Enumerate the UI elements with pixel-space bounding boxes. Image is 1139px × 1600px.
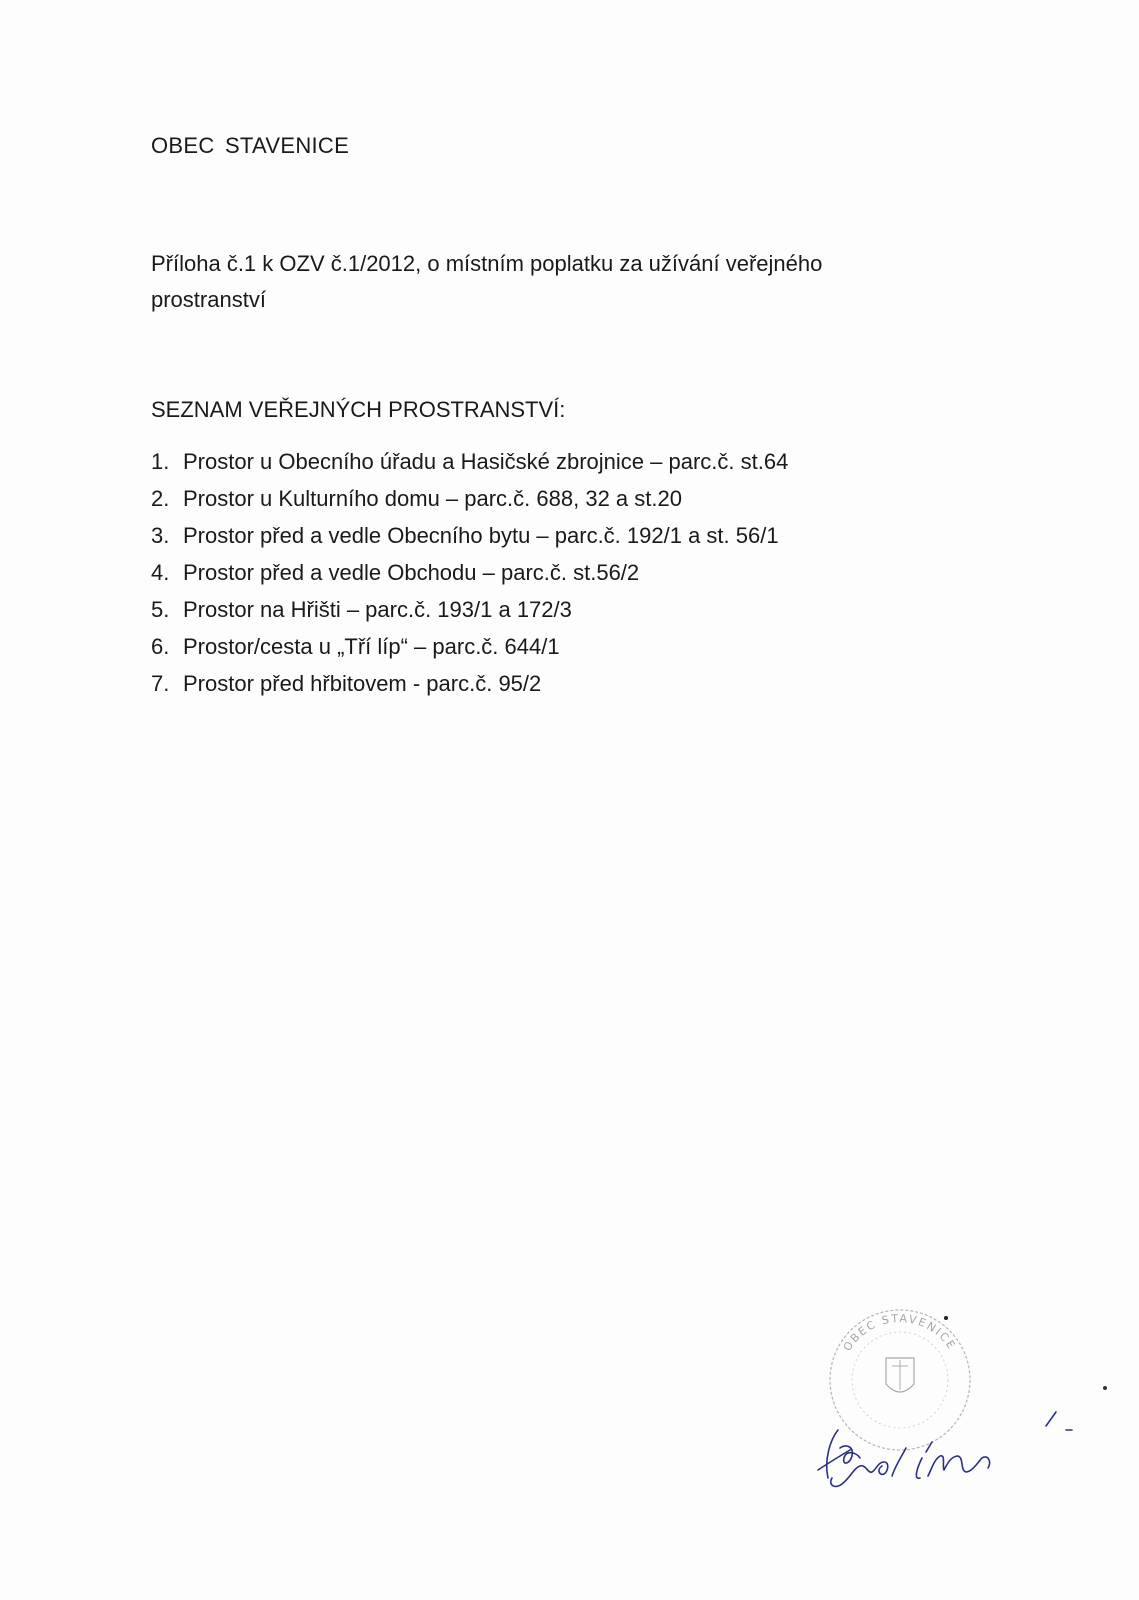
scan-speck — [1103, 1386, 1107, 1390]
handwritten-signature-icon — [810, 1400, 1090, 1510]
item-number: 5. — [151, 597, 170, 622]
list-item — [151, 595, 788, 632]
list-heading: SEZNAM VEŘEJNÝCH PROSTRANSTVÍ: — [151, 397, 566, 422]
list-item — [151, 558, 788, 595]
item-text: Prostor na Hřišti – parc.č. 193/1 a 172/3 — [183, 597, 572, 622]
item-text: Prostor u Kulturního domu – parc.č. 688, 32 a st.20 — [183, 486, 682, 511]
public-spaces-list — [151, 447, 788, 706]
list-item — [151, 669, 788, 706]
item-number: 6. — [151, 634, 170, 659]
item-number: 7. — [151, 671, 170, 696]
municipality-name: OBEC STAVENICE — [151, 133, 350, 158]
item-number: 4. — [151, 560, 170, 585]
item-number: 3. — [151, 523, 170, 548]
subject-line-2: prostranství — [151, 287, 266, 312]
item-text: Prostor u Obecního úřadu a Hasičské zbrojnice – parc.č. st.64 — [183, 449, 789, 474]
list-item — [151, 447, 788, 484]
item-number: 1. — [151, 449, 170, 474]
document-subject — [151, 246, 911, 318]
item-number: 2. — [151, 486, 170, 511]
list-item — [151, 484, 788, 521]
item-text: Prostor/cesta u „Tří líp“ – parc.č. 644/1 — [183, 634, 560, 659]
item-text: Prostor před a vedle Obecního bytu – parc.č. 192/1 a st. 56/1 — [183, 523, 779, 548]
item-text: Prostor před a vedle Obchodu – parc.č. st.56/2 — [183, 560, 640, 585]
subject-line-1: Příloha č.1 k OZV č.1/2012, o místním poplatku za užívání veřejného — [151, 251, 823, 276]
item-text: Prostor před hřbitovem - parc.č. 95/2 — [183, 671, 542, 696]
list-item — [151, 521, 788, 558]
svg-text:OBEC STAVENICE: OBEC STAVENICE — [840, 1311, 959, 1354]
list-item — [151, 632, 788, 669]
